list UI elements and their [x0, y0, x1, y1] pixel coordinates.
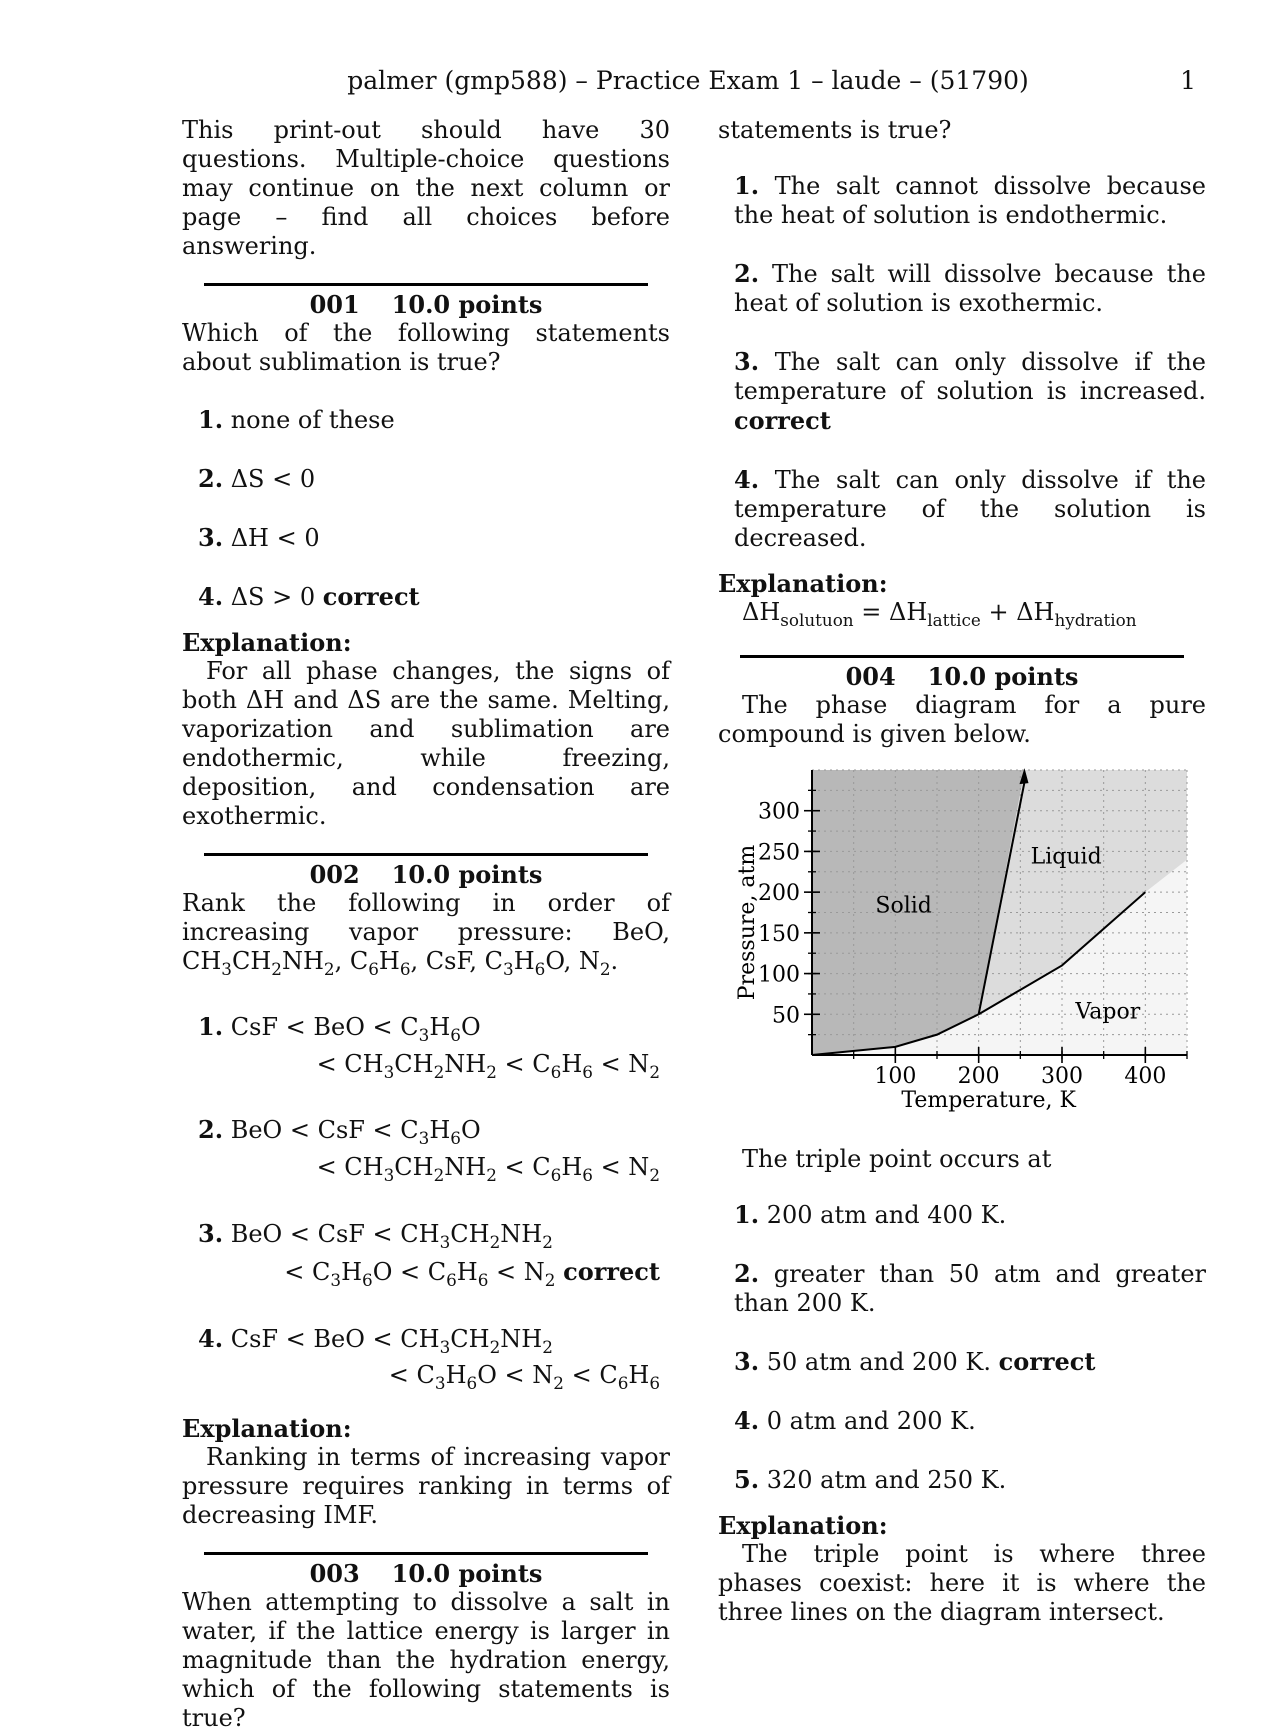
explanation-text: For all phase changes, the signs of both ΔH and ΔS are the same. Melting, vaporization and sublimation are endothermic, while freezing, deposition, and condensation are exothermic. [182, 657, 670, 830]
choice-3[interactable]: 3. 50 atm and 200 K. correct [734, 1346, 1096, 1376]
question-stem: The phase diagram for a pure compound is given below. [718, 690, 1206, 748]
correct-marker: correct [998, 1346, 1096, 1376]
explanation-label: Explanation: [718, 569, 888, 598]
choice-2[interactable]: 2. greater than 50 atm and greater than 200 K. [734, 1258, 1206, 1317]
question-number: 004 [845, 661, 896, 691]
question-header-001 [182, 290, 670, 319]
explanation-label: Explanation: [182, 1414, 352, 1444]
choice-5[interactable]: 5. 320 atm and 250 K. [734, 1464, 1007, 1494]
y-tick-label: 300 [758, 799, 800, 825]
region-label-vapor: Vapor [1075, 999, 1141, 1025]
x-tick-label: 400 [1124, 1063, 1167, 1089]
x-tick-label: 300 [1041, 1063, 1083, 1089]
correct-marker: correct [322, 582, 420, 611]
y-tick-label: 150 [758, 921, 800, 947]
explanation-label: Explanation: [182, 628, 352, 657]
page-header [180, 66, 1196, 100]
question-divider [204, 853, 648, 856]
choice-1[interactable]: 1. 200 atm and 400 K. [734, 1199, 1007, 1229]
question-number: 001 [309, 290, 360, 319]
question-header-004 [718, 662, 1206, 691]
region-label-liquid: Liquid [1030, 844, 1102, 870]
question-number: 002 [309, 860, 360, 889]
question-points: 10.0 points [927, 661, 1079, 691]
y-tick-label: 250 [758, 840, 800, 866]
question-stem: Rank the following in order of increasing vapor pressure: BeO, $CH_3CH_2NH_2$, $C_6H_6$, CsF, $C_3H_6O$, $N_2$. [182, 889, 670, 979]
choice-text: none of these [230, 406, 395, 434]
correct-marker: correct [563, 1256, 660, 1286]
choice-text: ΔS < 0 [230, 465, 316, 493]
y-tick-label: 200 [758, 880, 800, 906]
choice-1[interactable]: 1. none of these [198, 405, 395, 434]
explanation-text: Ranking in terms of increasing vapor pressure requires ranking in terms of decreasing IMF. [182, 1443, 670, 1530]
region-label-solid: Solid [875, 893, 932, 919]
question-stem: Which of the following statements about sublimation is true? [182, 319, 670, 376]
page-number: 1 [1180, 66, 1196, 95]
question-stem: When attempting to dissolve a salt in water, if the lattice energy is larger in magnitude than the hydration energy, which of the following statements is true? [182, 1588, 670, 1733]
left-column [182, 116, 670, 1733]
right-column [718, 116, 1206, 1649]
y-tick-label: 50 [772, 1003, 800, 1029]
choice-4[interactable]: 4. ΔS > 0 correct [198, 582, 420, 611]
explanation-text: The triple point is where three phases coexist: here it is where the three lines on the diagram intersect. [718, 1539, 1206, 1626]
intro-text: This print-out should have 30 questions. Multiple-choice questions may continue on the next column or page – find all choices before answering. [182, 116, 670, 260]
choice-1[interactable]: 1. The salt cannot dissolve because the heat of solution is endothermic. [734, 171, 1206, 229]
choice-4[interactable]: 4. 0 atm and 200 K. [734, 1405, 976, 1435]
question-points: 10.0 points [391, 290, 543, 319]
phase-diagram [732, 765, 1202, 1120]
choice-3[interactable]: 3. The salt can only dissolve if the temperature of solution is increased. correct [734, 347, 1206, 435]
header-title: palmer (gmp588) – Practice Exam 1 – laude – (51790) [347, 66, 1029, 95]
choice-4[interactable]: 4. CsF < BeO < $CH_3CH_2NH_2$ < $C_3H_6O < N_2 < C_6H_6$ [198, 1323, 660, 1394]
choice-text: ΔS > 0 [230, 583, 316, 611]
choice-2[interactable]: 2. ΔS < 0 [198, 464, 316, 493]
x-tick-label: 100 [874, 1063, 917, 1089]
correct-marker: correct [734, 406, 831, 435]
question-divider [204, 283, 648, 286]
choice-2[interactable]: 2. The salt will dissolve because the heat of solution is exothermic. [734, 259, 1206, 317]
choice-3[interactable]: 3. ΔH < 0 [198, 523, 320, 552]
choice-1[interactable]: 1. CsF < BeO < $C_3H_6O$ < $CH_3CH_2NH_2 < C_6H_6 < N_2$ [198, 1011, 660, 1082]
question-header-002 [182, 860, 670, 889]
choice-text: ΔH < 0 [230, 524, 320, 552]
explanation-formula: $\Delta H_{solutuon} = \Delta H_{lattice} + \Delta H_{hydration}$ [742, 598, 1137, 630]
choice-4[interactable]: 4. The salt can only dissolve if the temperature of the solution is decreased. [734, 465, 1206, 552]
question-divider [204, 1552, 648, 1555]
question-points: 10.0 points [391, 1559, 543, 1589]
choice-3[interactable]: 3. BeO < CsF < $CH_3CH_2NH_2$ < $C_3H_6O < C_6H_6 < N_2$ correct [198, 1218, 660, 1290]
explanation-label: Explanation: [718, 1510, 888, 1540]
y-tick-label: 100 [758, 962, 800, 988]
question-header-003 [182, 1559, 670, 1588]
question-number: 003 [309, 1559, 360, 1589]
question-stem-continued: statements is true? [718, 116, 952, 144]
x-tick-label: 200 [957, 1063, 1000, 1089]
x-axis-label: Temperature, K [901, 1087, 1076, 1113]
y-axis-label: Pressure, atm [735, 844, 760, 1001]
question-divider [740, 655, 1184, 658]
choice-2[interactable]: 2. BeO < CsF < $C_3H_6O$ < $CH_3CH_2NH_2 < C_6H_6 < N_2$ [198, 1115, 660, 1185]
question-points: 10.0 points [391, 860, 543, 889]
question-prompt: The triple point occurs at [742, 1144, 1052, 1173]
